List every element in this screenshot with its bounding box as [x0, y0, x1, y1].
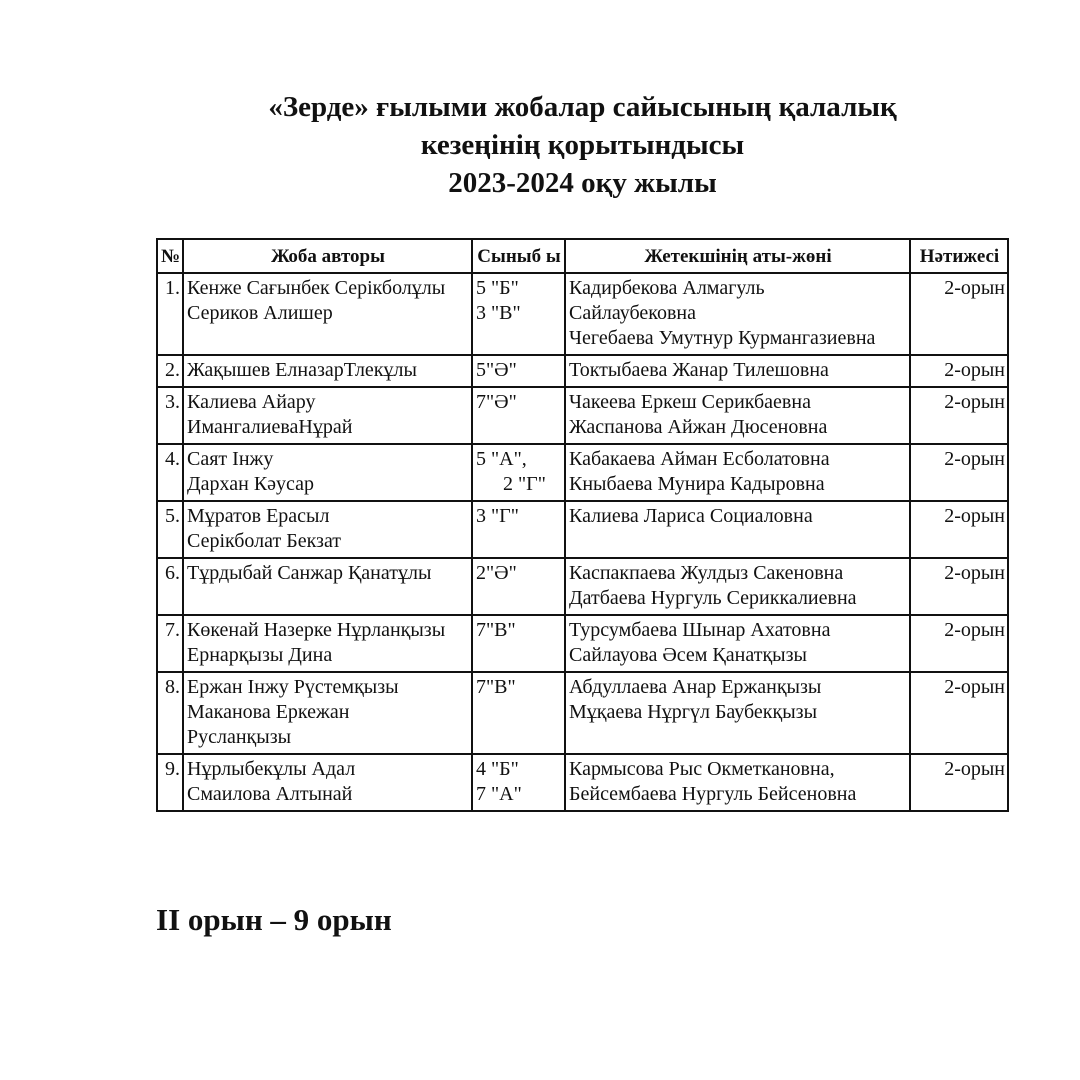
- summary-line: II орын – 9 орын: [156, 902, 392, 937]
- grade-value: 7"В": [476, 676, 516, 698]
- author-cell: [183, 558, 472, 615]
- result-cell: 2-орын: [910, 501, 1008, 558]
- table-row: [157, 754, 1008, 811]
- results-table: [156, 238, 1009, 812]
- grade-cell: [472, 615, 565, 672]
- supervisor-name: Сайлауова Әсем Қанатқызы: [569, 644, 807, 666]
- header-row: [157, 239, 1008, 273]
- row-number: 1.: [157, 273, 183, 355]
- author-cell: [183, 672, 472, 754]
- title-line-1: «Зерде» ғылыми жобалар сайысының қалалық: [268, 91, 897, 123]
- supervisor-name: Жаспанова Айжан Дюсеновна: [569, 416, 828, 438]
- author-name: Серікболат Бекзат: [187, 530, 342, 552]
- result-cell: 2-орын: [910, 273, 1008, 355]
- supervisor-cell: [565, 558, 910, 615]
- header-result: Нәтижесі: [910, 239, 1008, 273]
- result-cell: 2-орын: [910, 672, 1008, 754]
- supervisor-cell: [565, 501, 910, 558]
- grade-cell: [472, 444, 565, 501]
- header-author: Жоба авторы: [183, 239, 472, 273]
- author-name: Жақышев ЕлназарТлекұлы: [187, 359, 417, 381]
- author-name: Мұратов Ерасыл: [187, 505, 330, 527]
- supervisor-cell: [565, 615, 910, 672]
- table-row: [157, 501, 1008, 558]
- supervisor-name: Мұқаева Нұргүл Баубекқызы: [569, 701, 818, 723]
- supervisor-name: Кармысова Рыс Окметкановна,: [569, 758, 835, 780]
- author-name: Маканова Еркежан: [187, 701, 350, 723]
- document-title: [0, 88, 1080, 202]
- row-number: 3.: [157, 387, 183, 444]
- table-row: [157, 558, 1008, 615]
- grade-cell: [472, 501, 565, 558]
- author-name: Калиева Айару: [187, 391, 316, 413]
- author-name: Тұрдыбай Санжар Қанатұлы: [187, 562, 432, 584]
- supervisor-cell: [565, 387, 910, 444]
- result-cell: 2-орын: [910, 355, 1008, 387]
- grade-value: 7 "А": [476, 783, 522, 805]
- author-name: Дархан Кәусар: [187, 473, 315, 495]
- author-name: Кенже Сағынбек Серікболұлы: [187, 277, 446, 299]
- grade-value: 7"Ә": [476, 391, 517, 413]
- supervisor-name: Датбаева Нургуль Сериккалиевна: [569, 587, 857, 609]
- grade-value: 3 "В": [476, 302, 521, 324]
- grade-value: 5 "Б": [476, 277, 519, 299]
- author-cell: [183, 501, 472, 558]
- supervisor-name: Кныбаева Мунира Кадыровна: [569, 473, 825, 495]
- author-name: Көкенай Назерке Нұрланқызы: [187, 619, 446, 641]
- table-row: [157, 615, 1008, 672]
- supervisor-name: Сайлаубековна: [569, 302, 697, 324]
- author-cell: [183, 444, 472, 501]
- supervisor-cell: [565, 273, 910, 355]
- header-num: №: [157, 239, 183, 273]
- title-line-3: 2023-2024 оқу жылы: [448, 167, 717, 199]
- supervisor-cell: [565, 355, 910, 387]
- table-row: [157, 672, 1008, 754]
- author-name: Нұрлыбекұлы Адал: [187, 758, 356, 780]
- row-number: 8.: [157, 672, 183, 754]
- grade-value: 7"В": [476, 619, 516, 641]
- row-number: 7.: [157, 615, 183, 672]
- row-number: 9.: [157, 754, 183, 811]
- supervisor-name: Бейсембаева Нургуль Бейсеновна: [569, 783, 857, 805]
- table-row: [157, 355, 1008, 387]
- author-name: Ержан Інжу Рүстемқызы: [187, 676, 399, 698]
- author-name: Саят Інжу: [187, 448, 274, 470]
- result-cell: 2-орын: [910, 444, 1008, 501]
- grade-cell: [472, 558, 565, 615]
- supervisor-name: Чегебаева Умутнур Курмангазиевна: [569, 327, 876, 349]
- grade-value: 2"Ә": [476, 562, 517, 584]
- author-name: Ернарқызы Дина: [187, 644, 333, 666]
- author-cell: [183, 387, 472, 444]
- table-row: [157, 273, 1008, 355]
- grade-cell: [472, 672, 565, 754]
- grade-cell: [472, 387, 565, 444]
- table-row: [157, 444, 1008, 501]
- author-cell: [183, 355, 472, 387]
- grade-cell: [472, 355, 565, 387]
- grade-cell: [472, 273, 565, 355]
- author-name: Сериков Алишер: [187, 302, 333, 324]
- result-cell: 2-орын: [910, 387, 1008, 444]
- row-number: 4.: [157, 444, 183, 501]
- grade-value: 5 "А",: [476, 448, 527, 470]
- supervisor-name: Токтыбаева Жанар Тилешовна: [569, 359, 829, 381]
- header-grade: Сыныб ы: [472, 239, 565, 273]
- supervisor-name: Чакеева Еркеш Серикбаевна: [569, 391, 811, 413]
- author-name: ИмангалиеваНұрай: [187, 416, 353, 438]
- row-number: 5.: [157, 501, 183, 558]
- table-body: [157, 273, 1008, 811]
- supervisor-cell: [565, 672, 910, 754]
- result-cell: 2-орын: [910, 615, 1008, 672]
- supervisor-cell: [565, 444, 910, 501]
- supervisor-name: Кадирбекова Алмагуль: [569, 277, 765, 299]
- author-cell: [183, 615, 472, 672]
- grade-value: 3 "Г": [476, 505, 519, 527]
- table-row: [157, 387, 1008, 444]
- row-number: 6.: [157, 558, 183, 615]
- header-supervisor: Жетекшінің аты-жөні: [565, 239, 910, 273]
- supervisor-name: Калиева Лариса Социаловна: [569, 505, 813, 527]
- supervisor-name: Турсумбаева Шынар Ахатовна: [569, 619, 831, 641]
- row-number: 2.: [157, 355, 183, 387]
- result-cell: 2-орын: [910, 558, 1008, 615]
- supervisor-name: Абдуллаева Анар Ержанқызы: [569, 676, 822, 698]
- supervisor-name: Кабакаева Айман Есболатовна: [569, 448, 830, 470]
- grade-value: 2 "Г": [503, 473, 546, 495]
- title-line-2: кезеңінің қорытындысы: [420, 129, 745, 161]
- supervisor-name: Каспакпаева Жулдыз Сакеновна: [569, 562, 844, 584]
- author-name: Русланқызы: [187, 726, 292, 748]
- author-name: Смаилова Алтынай: [187, 783, 353, 805]
- grade-value: 4 "Б": [476, 758, 519, 780]
- grade-cell: [472, 754, 565, 811]
- result-cell: 2-орын: [910, 754, 1008, 811]
- author-cell: [183, 754, 472, 811]
- supervisor-cell: [565, 754, 910, 811]
- grade-value: 5"Ә": [476, 359, 517, 381]
- author-cell: [183, 273, 472, 355]
